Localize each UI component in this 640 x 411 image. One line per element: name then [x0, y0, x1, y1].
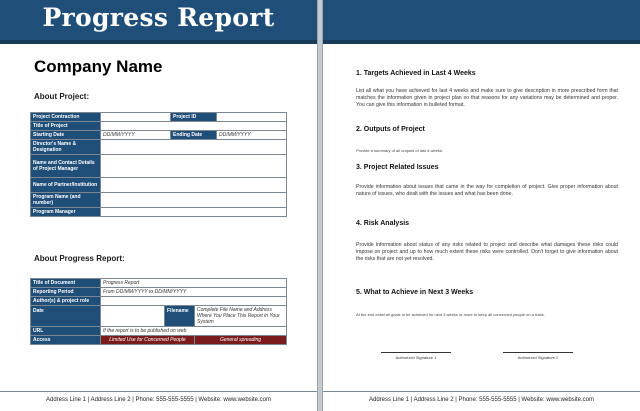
- table-row: [31, 178, 287, 193]
- table-value: [101, 178, 287, 193]
- page-title: Progress Report: [42, 3, 275, 32]
- table-row: [31, 288, 287, 297]
- table-row: [31, 140, 287, 155]
- table-label: Director's Name & Designation: [31, 140, 101, 155]
- table-label: Ending Date: [171, 131, 217, 140]
- section-text: Provide a summary of all outputs of last 4 weeks.: [356, 148, 443, 153]
- table-label: Starting Date: [31, 131, 101, 140]
- table-label: Name of Partner/Institution: [31, 178, 101, 193]
- table-label: Program Name (and number): [31, 193, 101, 208]
- table-value: Progress Report: [101, 279, 287, 288]
- header-banner: [323, 0, 640, 44]
- title-banner: [0, 0, 317, 44]
- table-row: [31, 122, 287, 131]
- table-label: URL: [31, 327, 101, 336]
- section-text: Provide information about status of any risks related to project and describe what damages these risks could impose on project and up to how much extent these risks were controlled. Don't forget to give information about the risks that are not yet resolved.: [356, 242, 618, 262]
- table-label: Author(s) & project role: [31, 297, 101, 306]
- section-heading: 2. Outputs of Project: [356, 126, 425, 133]
- table-row: [31, 327, 287, 336]
- table-row: [31, 297, 287, 306]
- table-value: DD/MM/YYYY: [101, 131, 171, 140]
- about-report-heading: About Progress Report:: [34, 254, 125, 263]
- table-label: Title of Project: [31, 122, 101, 131]
- about-project-heading: About Project:: [34, 92, 90, 101]
- table-row: [31, 113, 287, 122]
- table-value: If the report is to be published on web: [101, 327, 287, 336]
- table-value: [101, 193, 287, 208]
- table-value: DD/MM/YYYY: [217, 131, 287, 140]
- section-text: List all what you have achieved for last 4 weeks and make sure to give description in more prescribed form that matches the information given in project plan so that reasons for any variations may be determined and proper. You can give this information in bulleted format.: [356, 88, 618, 108]
- table-label: Date: [31, 306, 101, 327]
- section-heading: 5. What to Achieve in Next 3 Weeks: [356, 289, 474, 296]
- table-value: [101, 155, 287, 178]
- signature-line-2: Authorized Signature 2: [503, 352, 573, 360]
- page-footer: Address Line 1 | Address Line 2 | Phone: 555-555-5555 | Website: www.website.com: [0, 391, 317, 403]
- table-value: Complete File Name and Address Where You Place This Report in Your System: [195, 306, 287, 327]
- table-value: [101, 140, 287, 155]
- section-heading: 1. Targets Achieved in Last 4 Weeks: [356, 70, 476, 77]
- table-label: Project Contraction: [31, 113, 101, 122]
- company-name: Company Name: [34, 57, 163, 76]
- about-report-table: [30, 278, 287, 345]
- section-text: Provide information about issues that came in the way for completion of project. Give proper information about nature of issues, who dealt with the issues and what has been done.: [356, 184, 618, 197]
- table-value: [101, 122, 287, 131]
- table-row: [31, 336, 287, 345]
- access-option-limited: Limited Use for Concerned People: [101, 336, 195, 345]
- table-label: Title of Document: [31, 279, 101, 288]
- table-label: Program Manager: [31, 208, 101, 217]
- table-label: Filename: [165, 306, 195, 327]
- section-heading: 3. Project Related Issues: [356, 164, 439, 171]
- section-text: At the end enlist all goals to be achieved for next 3 weeks or more to keep all concerned people on a track.: [356, 312, 545, 317]
- table-row: [31, 208, 287, 217]
- access-option-general: General spreading: [195, 336, 287, 345]
- table-value: From DD/MM/YYYY to DD/MM/YYYY: [101, 288, 287, 297]
- table-row: [31, 279, 287, 288]
- signature-line-1: Authorized Signature 1: [381, 352, 451, 360]
- table-value: [101, 306, 165, 327]
- table-value: [101, 208, 287, 217]
- table-label: Access: [31, 336, 101, 345]
- table-value: [101, 113, 171, 122]
- section-heading: 4. Risk Analysis: [356, 220, 410, 227]
- table-label: Project ID: [171, 113, 217, 122]
- table-row: [31, 193, 287, 208]
- table-value: [217, 113, 287, 122]
- about-project-table: [30, 112, 287, 217]
- table-label: Reporting Period: [31, 288, 101, 297]
- page-footer: Address Line 1 | Address Line 2 | Phone: 555-555-5555 | Website: www.website.com: [323, 391, 640, 403]
- table-label: Name and Contact Details of Project Manager: [31, 155, 101, 178]
- page-one: [0, 0, 318, 411]
- table-row: [31, 306, 287, 327]
- table-value: [101, 297, 287, 306]
- table-row: [31, 131, 287, 140]
- page-two: [322, 0, 640, 411]
- table-row: [31, 155, 287, 178]
